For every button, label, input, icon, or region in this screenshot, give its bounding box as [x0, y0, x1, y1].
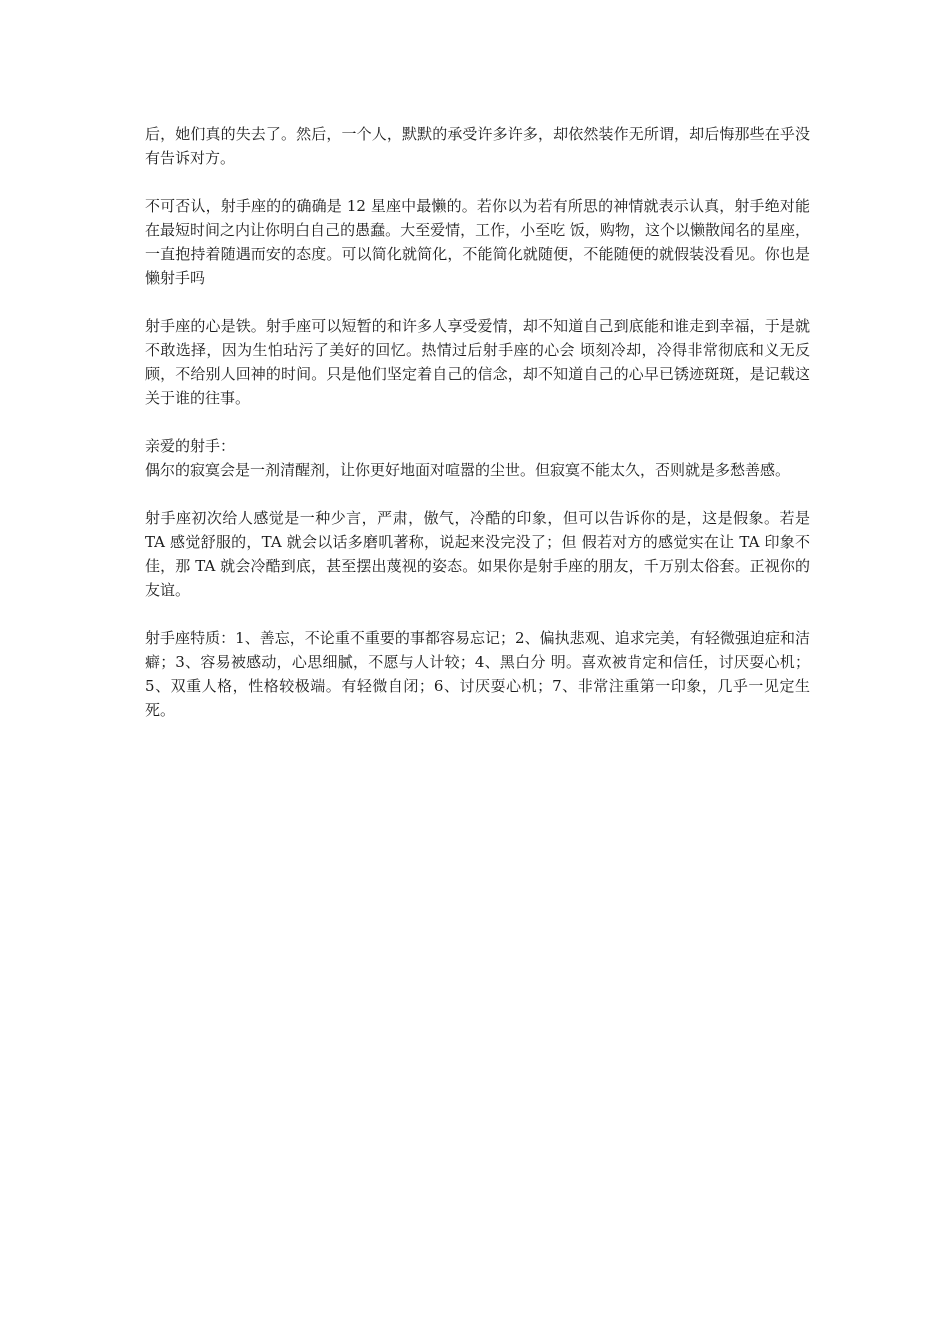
paragraph-iron-heart: 射手座的心是铁。射手座可以短暂的和许多人享受爱情，却不知道自己到底能和谁走到幸福，于是就不敢选择，因为生怕玷污了美好的回忆。热情过后射手座的心会 顷刻冷却，冷得非常彻底和义无反顾，不给别人回神的时间。只是他们坚定着自己的信念，却不知道自己的心早已锈迹斑斑，是记载这关于谁的往事。 [145, 317, 810, 407]
paragraph-regret: 后，她们真的失去了。然后，一个人，默默的承受许多许多，却依然装作无所谓，却后悔那些在乎没有告诉对方。 [145, 125, 810, 167]
paragraph-loneliness: 偶尔的寂寞会是一剂清醒剂，让你更好地面对喧嚣的尘世。但寂寞不能太久，否则就是多愁善感。 [145, 461, 791, 479]
paragraph-traits: 射手座特质：1、善忘，不论重不重要的事都容易忘记；2、偏执悲观、追求完美，有轻微强迫症和洁癖；3、容易被感动，心思细腻，不愿与人计较；4、黑白分 明。喜欢被肯定和信任，讨厌耍心机；5、双重人格，性格较极端。有轻微自闭；6、讨厌耍心机；7、非常注重第一印象，几乎一见定生死。 [145, 629, 810, 719]
document-body [145, 122, 810, 746]
paragraph-salutation: 亲爱的射手： [145, 437, 236, 455]
paragraph-laziness: 不可否认，射手座的的确确是 12 星座中最懒的。若你以为若有所思的神情就表示认真，射手绝对能在最短时间之内让你明白自己的愚蠢。大至爱情，工作，小至吃 饭，购物，这个以懒散闻名的星座，一直抱持着随遇而安的态度。可以简化就简化，不能简化就随便，不能随便的就假装没看见。你也是懒射手吗 [145, 197, 810, 287]
paragraph-first-impression: 射手座初次给人感觉是一种少言，严肃，傲气，冷酷的印象，但可以告诉你的是，这是假象。若是 TA 感觉舒服的，TA 就会以话多磨叽著称，说起来没完没了；但 假若对方的感觉实在让 TA 印象不佳，那 TA 就会冷酷到底，甚至摆出蔑视的姿态。如果你是射手座的朋友，千万别太俗套。正视你的友谊。 [145, 509, 810, 599]
